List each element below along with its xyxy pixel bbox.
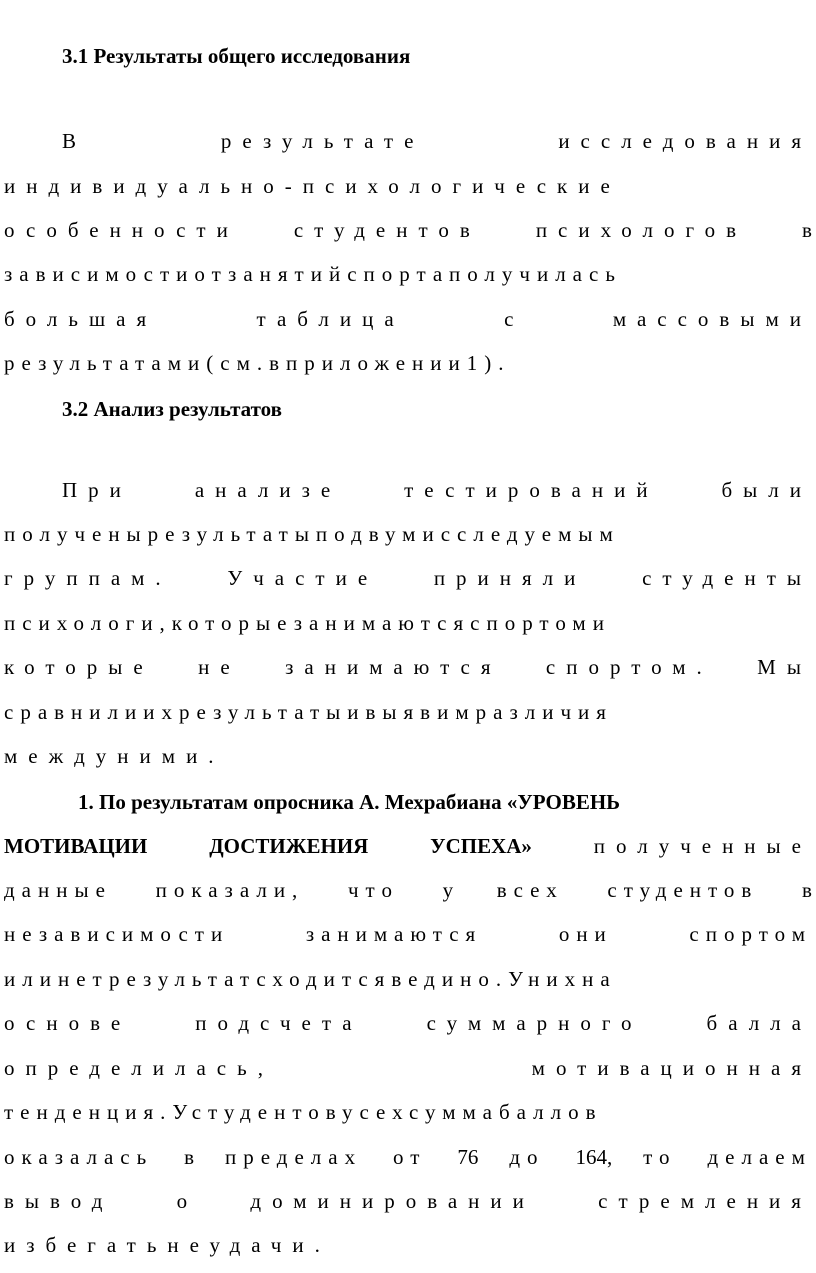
heading-word: УСПЕХА» bbox=[430, 834, 532, 858]
word: от bbox=[393, 1145, 427, 1169]
paragraph-line bbox=[4, 309, 812, 330]
paragraph-line bbox=[4, 524, 812, 545]
word: делаем bbox=[707, 1145, 812, 1169]
paragraph-line bbox=[4, 1102, 812, 1123]
paragraph-line bbox=[4, 746, 812, 767]
word: которые bbox=[4, 655, 154, 679]
word: массовыми bbox=[612, 307, 812, 331]
word: до bbox=[509, 1145, 545, 1169]
paragraph-line bbox=[4, 1235, 812, 1256]
word: зависимостиотзанятийспортаполучилась bbox=[4, 262, 622, 286]
word: В bbox=[62, 129, 88, 153]
word: в bbox=[802, 878, 812, 902]
word: Мы bbox=[757, 655, 812, 679]
word: индивидуально-психологические bbox=[4, 174, 621, 198]
word: спортом. bbox=[545, 655, 713, 679]
paragraph-line bbox=[4, 176, 812, 197]
word: анализе bbox=[194, 478, 342, 502]
word: в bbox=[802, 218, 812, 242]
paragraph-line bbox=[4, 880, 812, 901]
word: у bbox=[442, 878, 454, 902]
word: в bbox=[184, 1145, 195, 1169]
word: приняли bbox=[433, 566, 587, 590]
word: о bbox=[176, 1189, 188, 1213]
word: психологов bbox=[535, 218, 748, 242]
word: Участие bbox=[227, 566, 379, 590]
word: вывод bbox=[4, 1189, 114, 1213]
word: занимаются bbox=[305, 922, 483, 946]
word: При bbox=[62, 478, 132, 502]
paragraph-line bbox=[4, 1058, 812, 1079]
word: студентов bbox=[293, 218, 481, 242]
word: результате bbox=[220, 129, 425, 153]
word: занимаются bbox=[285, 655, 502, 679]
paragraph-line bbox=[4, 220, 812, 241]
paragraph-line bbox=[4, 1013, 812, 1034]
word: студентов bbox=[607, 878, 759, 902]
word: психологи,которыезанимаютсяспортоми bbox=[4, 611, 611, 635]
word: тенденция.Устудентовусехсуммабаллов bbox=[4, 1100, 603, 1124]
word: полученные bbox=[593, 834, 812, 858]
word: то bbox=[643, 1145, 677, 1169]
word: были bbox=[721, 478, 812, 502]
word: пределах bbox=[225, 1145, 363, 1169]
word: большая bbox=[4, 307, 158, 331]
paragraph-line bbox=[4, 613, 812, 634]
paragraph-line bbox=[4, 836, 812, 857]
paragraph-line bbox=[62, 131, 812, 152]
section-heading-3-2: 3.2 Анализ результатов bbox=[62, 397, 282, 421]
word: оказалась bbox=[4, 1145, 154, 1169]
word: суммарного bbox=[426, 1011, 643, 1035]
paragraph-line bbox=[4, 1191, 812, 1212]
word: спортом bbox=[689, 922, 812, 946]
paragraph-line bbox=[4, 568, 812, 589]
word: подсчета bbox=[195, 1011, 363, 1035]
word: 164, bbox=[575, 1145, 613, 1169]
paragraph-line bbox=[4, 702, 812, 723]
word: всех bbox=[496, 878, 564, 902]
word: они bbox=[558, 922, 613, 946]
word: группам. bbox=[4, 566, 172, 590]
paragraph-line bbox=[4, 924, 812, 945]
word: показали, bbox=[155, 878, 305, 902]
word: тестирований bbox=[404, 478, 659, 502]
word: данные bbox=[4, 878, 112, 902]
word: не bbox=[198, 655, 241, 679]
word: 76 bbox=[457, 1145, 479, 1169]
word: избегатьнеудачи. bbox=[4, 1233, 331, 1257]
word: илинетрезультатсходитсяведино.Унихна bbox=[4, 967, 617, 991]
word: исследования bbox=[558, 129, 812, 153]
word: независимости bbox=[4, 922, 230, 946]
paragraph-line bbox=[62, 480, 812, 501]
word: междуними. bbox=[4, 744, 225, 768]
section-heading-3-1: 3.1 Результаты общего исследования bbox=[62, 44, 411, 68]
word: таблица bbox=[256, 307, 405, 331]
heading-word: ДОСТИЖЕНИЯ bbox=[209, 834, 369, 858]
word: балла bbox=[706, 1011, 812, 1035]
word: стремления bbox=[598, 1189, 812, 1213]
word: доминировании bbox=[250, 1189, 535, 1213]
word: что bbox=[347, 878, 399, 902]
word: сравнилиихрезультатыивыявимразличия bbox=[4, 700, 613, 724]
paragraph-line bbox=[4, 264, 812, 285]
word: студенты bbox=[642, 566, 812, 590]
paragraph-line bbox=[4, 657, 812, 678]
word: с bbox=[504, 307, 514, 331]
word: результатами(см.вприложении1). bbox=[4, 351, 511, 375]
word: основе bbox=[4, 1011, 132, 1035]
paragraph-line bbox=[4, 969, 812, 990]
word: мотивационная bbox=[531, 1056, 812, 1080]
heading-word: МОТИВАЦИИ bbox=[4, 834, 148, 858]
word: определилась, bbox=[4, 1056, 274, 1080]
word: особенности bbox=[4, 218, 239, 242]
paragraph-line bbox=[4, 353, 812, 374]
word: полученырезультатыподвумисследуемым bbox=[4, 522, 620, 546]
item-heading-1: 1. По результатам опросника А. Мехрабиана «УРОВЕНЬ bbox=[78, 790, 621, 814]
paragraph-line bbox=[4, 1147, 812, 1168]
